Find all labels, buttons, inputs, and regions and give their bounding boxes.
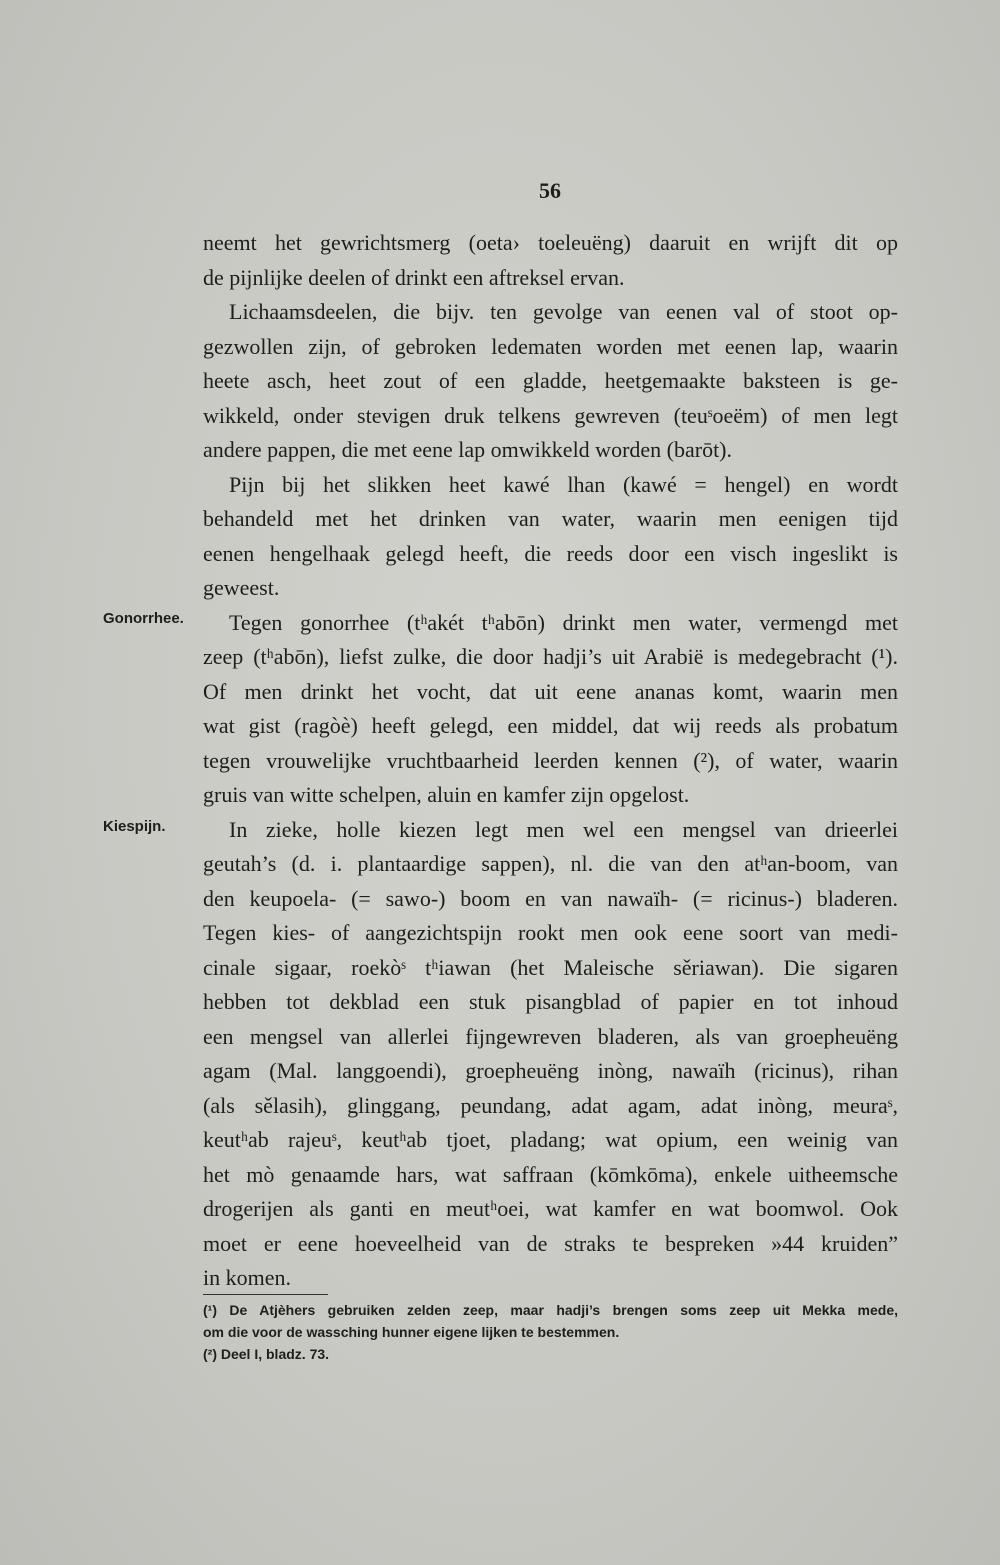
footnote-1: (¹) De Atjèhers gebruiken zelden zeep, maar hadji’s brengen soms zeep uit Mekka mede, (203, 1302, 898, 1318)
text-line: het mò genaamde hars, wat saffraan (kōmkōma), enkele uitheemsche (203, 1161, 898, 1187)
text-line: gezwollen zijn, of gebroken ledematen worden met eenen lap, waarin (203, 333, 898, 359)
text-line: keutʰab rajeuˢ, keutʰab tjoet, pladang; wat opium, een weinig van (203, 1127, 898, 1152)
text-line: wat gist (ragòè) heeft gelegd, een middel, dat wij reeds als probatum (203, 713, 898, 738)
footnote-1-continued: om die voor de wassching hunner eigene lijken te bestemmen. (203, 1324, 620, 1340)
text-line: gruis van witte schelpen, aluin en kamfer zijn opgelost. (203, 782, 690, 807)
text-line: moet er eene hoeveelheid van de straks te bespreken »44 kruiden” (203, 1230, 898, 1256)
text-line: tegen vrouwelijke vruchtbaarheid leerden kennen (²), of water, waarin (203, 747, 898, 773)
text-line: neemt het gewrichtsmerg (oeta› toeleuëng) daaruit en wrijft dit op (203, 230, 898, 255)
text-line: cinale sigaar, roekòˢ tʰiawan (het Maleische sěriawan). Die sigaren (203, 954, 898, 980)
text-line: wikkeld, onder stevigen druk telkens gewreven (teuˢoeëm) of men legt (203, 402, 898, 428)
page-number: 56 (539, 178, 561, 203)
text-line: Pijn bij het slikken heet kawé lhan (kawé = hengel) en wordt (229, 471, 898, 497)
text-line: Lichaamsdeelen, die bijv. ten gevolge van eenen val of stoot op- (229, 299, 898, 324)
text-line: in komen. (203, 1265, 291, 1290)
margin-note-gonorrhee: Gonorrhee. (103, 610, 184, 627)
footnotes (203, 1299, 898, 1365)
text-line: behandeld met het drinken van water, waarin men eenigen tijd (203, 506, 898, 531)
text-line: hebben tot dekblad een stuk pisangblad of papier en tot inhoud (203, 989, 898, 1014)
text-line: zeep (tʰabōn), liefst zulke, die door hadji’s uit Arabië is medegebracht (¹). (203, 644, 898, 669)
text-line: drogerijen als ganti en meutʰoei, wat kamfer en wat boomwol. Ook (203, 1196, 898, 1221)
text-line: Tegen gonorrhee (tʰakét tʰabōn) drinkt men water, vermengd met (229, 609, 898, 635)
text-line: In zieke, holle kiezen legt men wel een mengsel van drieerlei (229, 816, 898, 842)
text-line: agam (Mal. langgoendi), groepheuëng inòng, nawaïh (ricinus), rihan (203, 1058, 898, 1083)
text-line: de pijnlijke deelen of drinkt een aftreksel ervan. (203, 264, 625, 290)
text-line: andere pappen, die met eene lap omwikkeld worden (barōt). (203, 437, 733, 462)
text-line: Of men drinkt het vocht, dat uit eene ananas komt, waarin men (203, 678, 898, 704)
text-line: Tegen kies- of aangezichtspijn rookt men ook eene soort van medi- (203, 920, 898, 945)
text-line: den keupoela- (= sawo-) boom en van nawaïh- (= ricinus-) bladeren. (203, 885, 898, 911)
footnote-rule (203, 1294, 328, 1295)
text-line: geweest. (203, 575, 280, 600)
text-line: geutah’s (d. i. plantaardige sappen), nl. die van den atʰan-boom, van (203, 851, 898, 876)
text-line: een mengsel van allerlei fijngewreven bladeren, als van groepheuëng (203, 1023, 898, 1049)
text-line: (als sělasih), glinggang, peundang, adat agam, adat inòng, meuraˢ, (203, 1092, 898, 1118)
text-line: eenen hengelhaak gelegd heeft, die reeds door een visch ingeslikt is (203, 540, 898, 566)
margin-note-kiespijn: Kiespijn. (103, 818, 166, 835)
body-text (203, 226, 898, 1296)
text-line: heete asch, heet zout of een gladde, heetgemaakte baksteen is ge- (203, 368, 898, 393)
footnote-2: (²) Deel I, bladz. 73. (203, 1346, 330, 1362)
